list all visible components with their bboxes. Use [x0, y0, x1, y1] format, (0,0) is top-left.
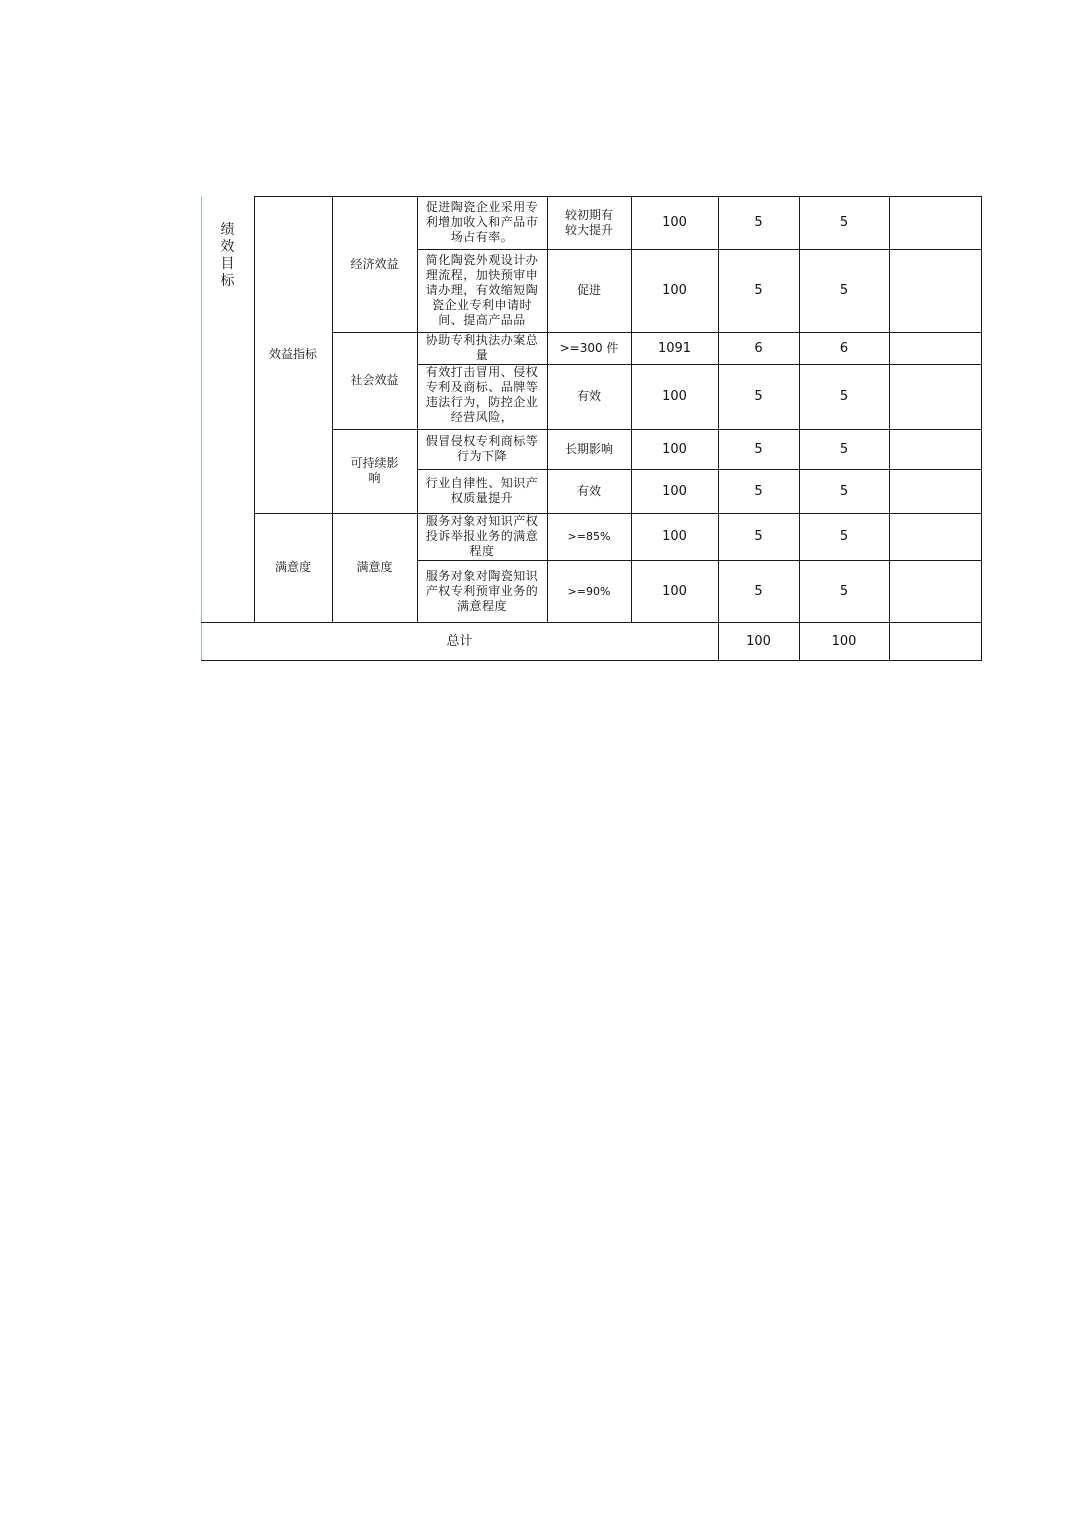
level1-satisfaction-cell: [254, 513, 332, 622]
score-cell: [799, 513, 889, 560]
weight-value: 5: [754, 441, 763, 457]
actual-value: 100: [662, 483, 687, 499]
actual-value: 100: [662, 441, 687, 457]
level1-benefit-cell: [254, 196, 332, 513]
indicator-text: 协助专利执法办案总量: [425, 333, 539, 362]
score-cell: [799, 332, 889, 364]
grid-line: [417, 560, 982, 561]
weight-value: 5: [754, 389, 763, 404]
actual-cell: [631, 469, 718, 513]
grid-line: [254, 196, 255, 622]
level2-economic-cell: [332, 196, 417, 332]
target-cell: [547, 469, 631, 513]
note-cell: [889, 249, 982, 332]
indicator-text: 有效打击冒用、侵权专利及商标、品牌等违法行为，防控企业经营风险，: [425, 365, 539, 424]
level2-sustainable-cell: [332, 429, 417, 513]
grid-line: [417, 469, 982, 470]
weight-value: 5: [754, 583, 763, 599]
target-text: 较初期有较大提升: [564, 207, 613, 237]
grid-line: [417, 196, 418, 622]
level1-benefit-label: 效益指标: [268, 347, 317, 361]
target-text: 有效: [576, 483, 601, 498]
indicator-cell: [417, 364, 547, 429]
indicator-cell: [417, 560, 547, 622]
indicator-text: 简化陶瓷外观设计办理流程，加快预审申请办理，有效缩短陶瓷企业专利申请时间、提高产品品: [425, 253, 539, 327]
bottom-border: [201, 660, 982, 661]
indicator-cell: [417, 249, 547, 332]
level2-satisfaction-cell: [332, 513, 417, 622]
total-weight-value: 100: [746, 634, 771, 649]
actual-cell: [631, 332, 718, 364]
target-cell: [547, 249, 631, 332]
score-cell: [799, 469, 889, 513]
actual-cell: [631, 513, 718, 560]
level2-social-label: 社会效益: [350, 373, 399, 387]
score-cell: [799, 560, 889, 622]
total-score-cell: [799, 622, 889, 661]
score-value: 5: [839, 283, 849, 298]
indicator-text: 假冒侵权专利商标等行为下降: [425, 434, 539, 463]
grid-line: [332, 332, 982, 333]
target-cell: [547, 332, 631, 364]
target-text: >=85%: [567, 530, 611, 543]
grid-line: [332, 196, 333, 622]
actual-value: 1091: [657, 340, 692, 356]
actual-value: 100: [662, 583, 687, 599]
note-cell: [889, 469, 982, 513]
weight-value: 5: [754, 529, 763, 544]
total-weight-cell: [718, 622, 799, 661]
category-label: 绩效目标: [220, 222, 235, 289]
indicator-text: 服务对象对知识产权投诉举报业务的满意程度: [425, 514, 539, 558]
note-cell: [889, 364, 982, 429]
actual-cell: [631, 560, 718, 622]
level2-sustainable-label: 可持续影响: [350, 456, 399, 485]
target-text: >=300 件: [559, 340, 619, 355]
indicator-cell: [417, 332, 547, 364]
score-value: 5: [839, 583, 849, 599]
actual-value: 100: [662, 215, 687, 230]
target-cell: [547, 429, 631, 469]
score-value: 5: [839, 529, 849, 544]
actual-value: 100: [662, 283, 687, 298]
note-cell: [889, 560, 982, 622]
category-cell: [201, 196, 254, 622]
score-value: 5: [839, 483, 849, 499]
grid-line: [201, 622, 982, 623]
target-cell: [547, 513, 631, 560]
indicator-cell: [417, 196, 547, 249]
weight-value: 6: [754, 340, 763, 356]
level2-satisfaction-label: 满意度: [356, 560, 393, 574]
target-text: 促进: [576, 283, 601, 297]
indicator-cell: [417, 513, 547, 560]
actual-cell: [631, 249, 718, 332]
weight-cell: [718, 469, 799, 513]
top-border: [254, 196, 982, 197]
grid-line: [417, 364, 982, 365]
total-label: 总计: [446, 634, 473, 649]
actual-cell: [631, 429, 718, 469]
indicator-cell: [417, 469, 547, 513]
note-cell: [889, 332, 982, 364]
weight-value: 5: [754, 215, 763, 230]
weight-cell: [718, 332, 799, 364]
level2-social-cell: [332, 332, 417, 429]
left-border: [201, 196, 202, 661]
level1-satisfaction-label: 满意度: [274, 560, 311, 574]
indicator-cell: [417, 429, 547, 469]
target-text: 长期影响: [564, 441, 613, 456]
grid-line: [254, 513, 982, 514]
weight-cell: [718, 513, 799, 560]
note-cell: [889, 196, 982, 249]
target-text: >=90%: [567, 584, 611, 598]
score-value: 5: [839, 441, 849, 457]
indicator-text: 促进陶瓷企业采用专利增加收入和产品市场占有率。: [425, 200, 539, 244]
weight-cell: [718, 364, 799, 429]
level2-economic-label: 经济效益: [350, 256, 399, 271]
target-cell: [547, 196, 631, 249]
score-cell: [799, 249, 889, 332]
score-cell: [799, 429, 889, 469]
actual-cell: [631, 364, 718, 429]
target-text: 有效: [576, 389, 601, 403]
weight-value: 5: [754, 283, 763, 298]
actual-value: 100: [662, 529, 687, 544]
score-value: 6: [839, 340, 849, 356]
grid-line: [631, 196, 632, 622]
total-note-cell: [889, 622, 982, 661]
target-cell: [547, 364, 631, 429]
grid-line: [417, 249, 982, 250]
grid-line: [547, 196, 548, 622]
score-value: 5: [839, 389, 849, 404]
actual-cell: [631, 196, 718, 249]
note-cell: [889, 513, 982, 560]
note-cell: [889, 429, 982, 469]
grid-line: [332, 429, 982, 430]
total-score-value: 100: [831, 634, 857, 649]
weight-cell: [718, 560, 799, 622]
performance-table: [201, 196, 982, 661]
actual-value: 100: [662, 389, 687, 404]
score-cell: [799, 196, 889, 249]
indicator-text: 服务对象对陶瓷知识产权专利预审业务的满意程度: [425, 568, 539, 613]
weight-cell: [718, 429, 799, 469]
score-value: 5: [839, 215, 849, 230]
weight-cell: [718, 249, 799, 332]
indicator-text: 行业自律性、知识产权质量提升: [425, 476, 539, 505]
total-label-cell: [201, 622, 718, 661]
score-cell: [799, 364, 889, 429]
target-cell: [547, 560, 631, 622]
weight-value: 5: [754, 483, 763, 499]
weight-cell: [718, 196, 799, 249]
